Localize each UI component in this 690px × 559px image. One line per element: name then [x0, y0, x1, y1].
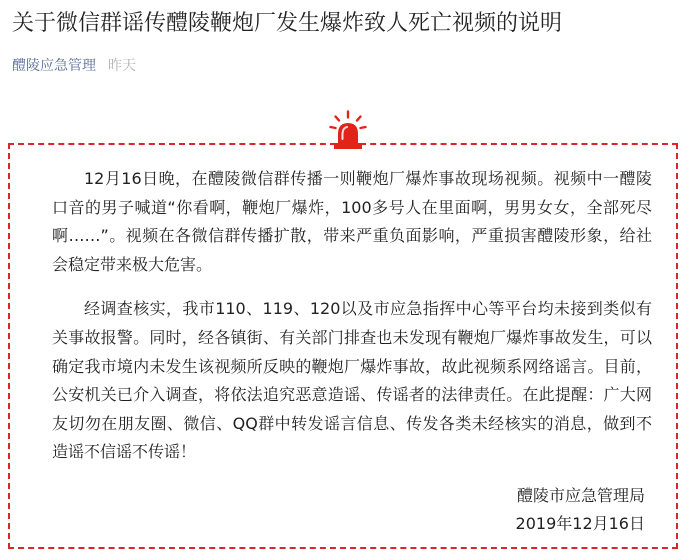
article-meta — [12, 54, 136, 78]
red-siren-icon — [329, 110, 367, 152]
notice-body — [52, 165, 652, 467]
author-link[interactable]: 醴陵应急管理 — [12, 58, 96, 74]
notice-signature: 醴陵市应急管理局 — [516, 486, 645, 505]
siren-dome — [338, 123, 358, 143]
notice-signature-block — [516, 482, 645, 538]
article-title: 关于微信群谣传醴陵鞭炮厂发生爆炸致人死亡视频的说明 — [12, 11, 563, 36]
notice-paragraph-2: 经调查核实，我市110、119、120以及市应急指挥中心等平台均未接到类似有关事故报警。同时，经各镇街、有关部门排查也未发现有鞭炮厂爆炸事故发生，可以确定我市境内未发生该视频所反映的鞭炮厂爆炸事故，故此视频系网络谣言。目前，公安机关已介入调查，将依法追究恶意造谣、传谣者的法律责任。在此提醒：广大网友切勿在朋友圈、微信、QQ群中转发谣言信息、传发各类未经核实的消息，做到不造谣不信谣不传谣！ — [52, 299, 652, 462]
notice-date: 2019年12月16日 — [515, 514, 645, 533]
notice-paragraph-1: 12月16日晚，在醴陵微信群传播一则鞭炮厂爆炸事故现场视频。视频中一醴陵口音的男子喊道“你看啊，鞭炮厂爆炸，100多号人在里面啊，男男女女，全部死尽啊……”。视频在各微信群传播扩散，带来严重负面影响，严重损害醴陵形象，给社会稳定带来极大危害。 — [52, 169, 652, 274]
post-date: 昨天 — [108, 58, 136, 74]
siren-base — [334, 143, 362, 149]
